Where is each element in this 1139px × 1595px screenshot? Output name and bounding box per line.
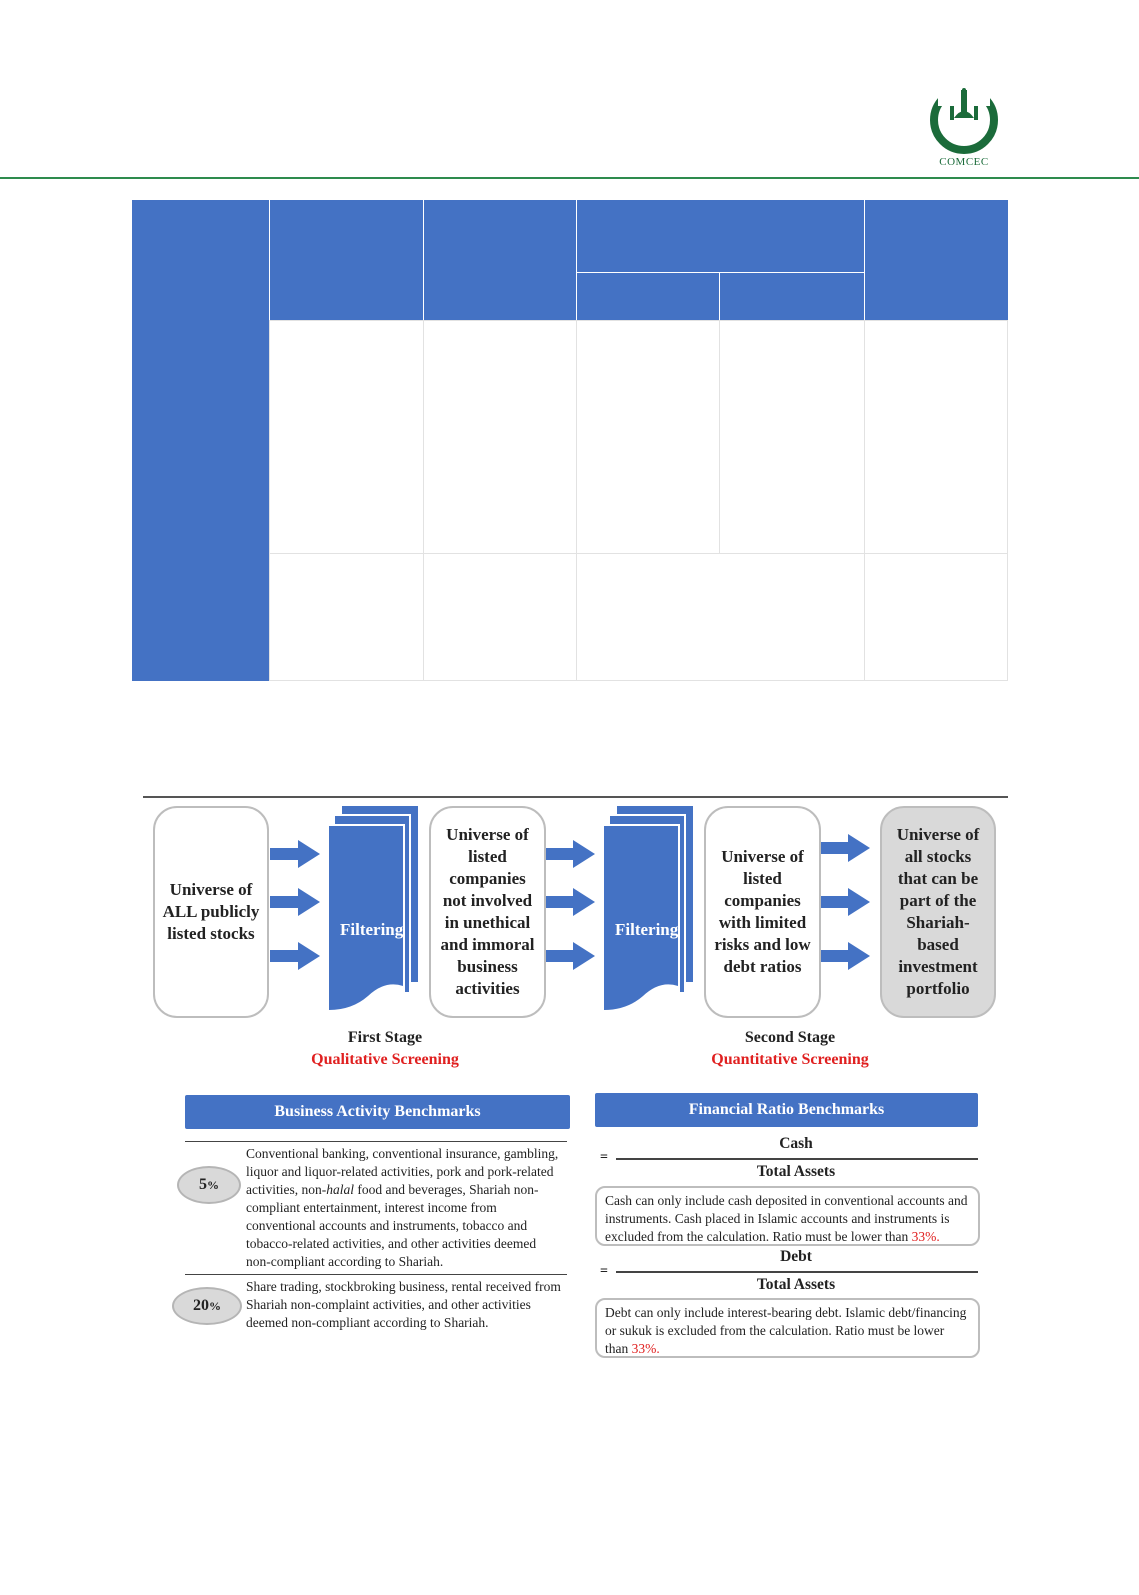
percent-badge	[177, 1166, 241, 1204]
ratio-note	[595, 1298, 980, 1358]
filter-icon	[602, 806, 693, 1010]
fraction-bar	[616, 1158, 978, 1160]
universe-all-box: Universe of ALL publicly listed stocks	[153, 806, 269, 1018]
fraction-bar	[616, 1271, 978, 1273]
ratio-note-text: Cash can only include cash deposited in conventional accounts and instruments. Cash placed in Islamic accounts and instruments is excluded from the calculation. Ratio must be lower than	[605, 1193, 968, 1244]
ratio-note-text: Debt can only include interest-bearing debt. Islamic debt/financing or sukuk is excluded from the calculation. Ratio must be lower than	[605, 1305, 967, 1356]
business-benchmark-text: Share trading, stockbroking business, rental received from Shariah non-complaint activities, and other activities deemed non-compliant according to Shariah.	[246, 1279, 561, 1330]
table-cell	[576, 320, 720, 554]
second-stage-title: Second Stage	[744, 1029, 836, 1046]
equals-sign: =	[600, 1264, 608, 1279]
arrow-icon	[270, 840, 320, 970]
first-stage-subtitle: Qualitative Screening	[311, 1051, 459, 1068]
table-header-cell	[270, 200, 423, 320]
text-part: food and beverages, Shariah non-compliant entertainment, interest income from conventional accounts and instruments, tobacco and tobacco-related activities, and other activities deemed non-compliant according to Shariah.	[246, 1182, 539, 1269]
text-italic: halal	[326, 1182, 354, 1197]
ratio-note	[595, 1186, 980, 1246]
arrow-icon	[545, 840, 595, 970]
ratio-denominator: Total Assets	[756, 1163, 836, 1180]
table-cell	[423, 320, 577, 554]
percent-unit: %	[207, 1177, 219, 1192]
universe-ethical-box: Universe of listed companies not involved in unethical and immoral business activities	[429, 806, 546, 1018]
second-stage-subtitle: Quantitative Screening	[711, 1051, 869, 1068]
filter-icon	[327, 806, 418, 1010]
divider	[185, 1274, 567, 1275]
table-header-cell	[424, 200, 576, 320]
filter-label: Filtering	[340, 920, 404, 939]
equals-sign: =	[600, 1150, 608, 1165]
figure-top-rule	[143, 796, 1008, 798]
table-row-header	[132, 554, 269, 681]
ratio-numerator: Cash	[779, 1135, 813, 1152]
table-header-cell	[865, 200, 1008, 320]
divider	[185, 1141, 567, 1142]
business-activity-benchmarks-bar: Business Activity Benchmarks	[185, 1095, 570, 1129]
table-cell	[576, 553, 865, 681]
table-header-cell	[132, 200, 269, 320]
table-cell	[864, 320, 1008, 554]
table-cell	[423, 553, 577, 681]
financial-ratio-benchmarks-bar: Financial Ratio Benchmarks	[595, 1093, 978, 1127]
filter-label: Filtering	[615, 920, 679, 939]
arrow-icon	[820, 834, 870, 970]
percent-value: 5	[199, 1176, 207, 1193]
header-rule	[0, 177, 1139, 179]
first-stage-title: First Stage	[347, 1029, 423, 1046]
percent-unit: %	[209, 1298, 221, 1313]
ratio-numerator: Debt	[780, 1248, 812, 1265]
universe-limited-box: Universe of listed companies with limited risks and low debt ratios	[704, 806, 821, 1018]
table-row-header	[132, 320, 269, 554]
ratio-threshold: 33%.	[911, 1229, 940, 1244]
ratio-denominator: Total Assets	[756, 1276, 836, 1293]
table-cell	[864, 553, 1008, 681]
business-benchmark-text	[246, 1145, 564, 1271]
table-cell	[269, 553, 424, 681]
percent-value: 20	[193, 1297, 209, 1314]
table-header-cell	[577, 273, 719, 320]
universe-shariah-box: Universe of all stocks that can be part of the Shariah- based investment portfolio	[880, 806, 996, 1018]
table-header-cell	[577, 200, 864, 272]
percent-badge	[172, 1287, 242, 1325]
logo-text: COMCEC	[939, 156, 989, 168]
table-cell	[269, 320, 424, 554]
table-cell	[719, 320, 865, 554]
table-header-cell	[720, 273, 864, 320]
text-part: Conventional banking, conventional insurance, gambling, liquor and liquor-related activities, pork and pork-related activities, non-	[246, 1146, 559, 1197]
ratio-threshold: 33%.	[631, 1341, 660, 1356]
